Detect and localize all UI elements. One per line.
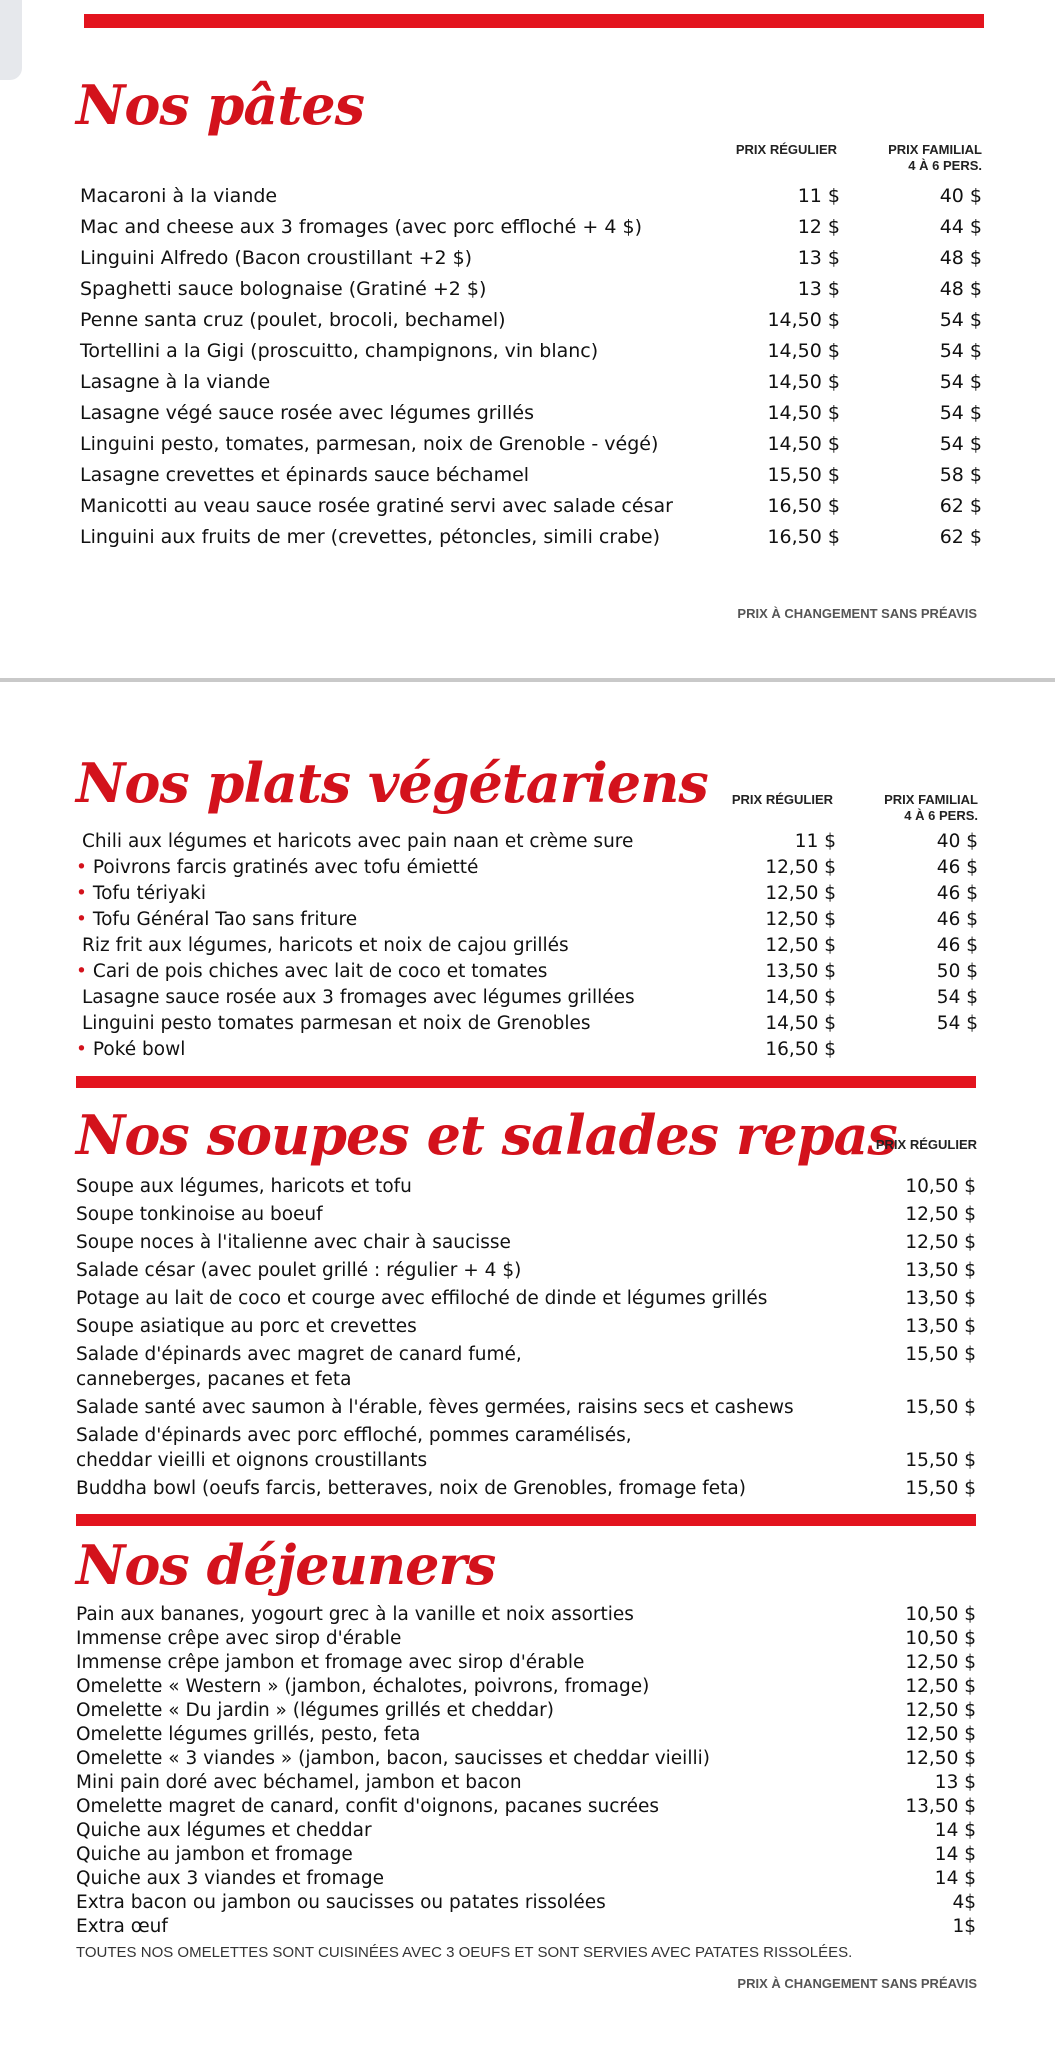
item-name: Poivrons farcis gratinés avec tofu émietté [92,857,479,878]
omelette-footnote: TOUTES NOS OMELETTES SONT CUISINÉES AVEC 3 OEUFS ET SONT SERVIES AVEC PATATES RISSOLÉES. [76,1944,853,1961]
price-regular: 14,50 $ [767,309,840,331]
price-family: 46 $ [936,883,978,904]
col-regular-header: PRIX RÉGULIER [735,142,837,157]
price-family: 54 $ [939,433,982,455]
price-regular: 13,50 $ [905,1316,976,1337]
item-name: Riz frit aux légumes, haricots et noix de cajou grillés [82,935,569,956]
item-name: Omelette magret de canard, confit d'oignons, pacanes sucrées [76,1796,659,1817]
item-name: Mac and cheese aux 3 fromages (avec porc effloché + 4 $) [80,216,642,238]
price-regular: 12,50 $ [905,1724,976,1745]
col-regular-header: PRIX RÉGULIER [875,1137,977,1152]
col-family-header [884,792,978,824]
item-name: Linguini pesto, tomates, parmesan, noix de Grenoble - végé) [80,433,659,455]
price-regular: 12,50 $ [905,1232,976,1253]
price-family: 58 $ [939,464,982,486]
price-regular: 13,50 $ [765,961,836,982]
col-family-label: PRIX FAMILIAL [884,792,978,807]
price-regular: 14,50 $ [765,987,836,1008]
price-regular: 4$ [952,1892,976,1913]
price-regular: 12,50 $ [765,935,836,956]
price-family: 48 $ [939,247,982,269]
price-family: 44 $ [939,216,982,238]
price-family: 48 $ [939,278,982,300]
price-regular: 14,50 $ [767,402,840,424]
item-name: Omelette « Western » (jambon, échalotes, poivrons, fromage) [76,1676,650,1697]
price-regular: 13 $ [934,1772,976,1793]
item-name: Buddha bowl (oeufs farcis, betteraves, noix de Grenobles, fromage feta) [76,1478,746,1499]
price-family: 50 $ [936,961,978,982]
price-regular: 12,50 $ [905,1204,976,1225]
item-name: Quiche au jambon et fromage [76,1844,353,1865]
price-family: 62 $ [939,495,982,517]
item-name: Quiche aux légumes et cheddar [76,1820,372,1841]
price-regular: 13 $ [797,247,840,269]
item-name: Extra œuf [76,1916,168,1937]
price-family: 54 $ [939,402,982,424]
price-regular: 13,50 $ [905,1796,976,1817]
item-name: Omelette « Du jardin » (légumes grillés et cheddar) [76,1700,554,1721]
col-family-sub: 4 À 6 PERS. [908,158,982,173]
price-regular: 15,50 $ [905,1344,976,1365]
window-corner [0,0,22,80]
bullet-icon: • [76,909,87,930]
price-regular: 12 $ [797,216,840,238]
price-change-notice: PRIX À CHANGEMENT SANS PRÉAVIS [737,606,977,621]
price-regular: 13,50 $ [905,1260,976,1281]
price-regular: 16,50 $ [767,526,840,548]
bullet-icon: • [76,857,87,878]
section-red-bar [76,1076,976,1088]
section-red-bar [76,1514,976,1526]
price-regular: 12,50 $ [905,1652,976,1673]
section-title-pates: Nos pâtes [76,73,365,137]
bullet-icon: • [76,961,87,982]
price-family: 54 $ [936,987,978,1008]
price-family: 62 $ [939,526,982,548]
bullet-icon: • [76,883,87,904]
item-name: Tofu Général Tao sans friture [92,909,358,930]
section-title-vege: Nos plats végétariens [76,751,708,815]
item-name-line2: canneberges, pacanes et feta [76,1369,352,1390]
item-name: Immense crêpe avec sirop d'érable [76,1628,402,1649]
item-name: Poké bowl [92,1039,186,1060]
price-regular: 12,50 $ [765,909,836,930]
item-name: Quiche aux 3 viandes et fromage [76,1868,384,1889]
item-name: Immense crêpe jambon et fromage avec sirop d'érable [76,1652,585,1673]
col-regular-header: PRIX RÉGULIER [731,792,833,807]
price-family: 46 $ [936,857,978,878]
price-change-notice: PRIX À CHANGEMENT SANS PRÉAVIS [737,1976,977,1991]
item-name: Tortellini a la Gigi (proscuitto, champignons, vin blanc) [80,340,599,362]
item-name: Soupe tonkinoise au boeuf [76,1204,323,1225]
item-name: Lasagne végé sauce rosée avec légumes grillés [80,402,534,424]
price-regular: 14 $ [934,1820,976,1841]
price-regular: 14 $ [934,1868,976,1889]
item-name: Soupe aux légumes, haricots et tofu [76,1176,412,1197]
price-regular: 12,50 $ [905,1748,976,1769]
price-regular: 13 $ [797,278,840,300]
price-regular: 14,50 $ [767,433,840,455]
item-name: Salade santé avec saumon à l'érable, fèves germées, raisins secs et cashews [76,1397,794,1418]
item-name: Salade d'épinards avec porc effloché, pommes caramélisés, [76,1425,632,1446]
item-name: Lasagne crevettes et épinards sauce béchamel [80,464,530,486]
price-regular: 12,50 $ [905,1676,976,1697]
item-name: Cari de pois chiches avec lait de coco et tomates [92,961,548,982]
price-regular: 15,50 $ [905,1397,976,1418]
item-name: Linguini Alfredo (Bacon croustillant +2 $) [80,247,473,269]
item-name-line2: cheddar vieilli et oignons croustillants [76,1450,428,1471]
price-regular: 16,50 $ [765,1039,836,1060]
price-family: 54 $ [939,309,982,331]
price-family: 46 $ [936,935,978,956]
item-name: Soupe noces à l'italienne avec chair à saucisse [76,1232,511,1253]
price-regular: 1$ [952,1916,976,1937]
item-name: Linguini aux fruits de mer (crevettes, pétoncles, simili crabe) [80,526,660,548]
item-name: Linguini pesto tomates parmesan et noix de Grenobles [82,1013,591,1034]
price-regular: 12,50 $ [765,883,836,904]
item-name: Soupe asiatique au porc et crevettes [76,1316,417,1337]
price-regular: 16,50 $ [767,495,840,517]
price-family: 40 $ [936,831,978,852]
bullet-icon: • [76,1039,87,1060]
price-regular: 11 $ [794,831,836,852]
price-regular: 10,50 $ [905,1604,976,1625]
item-name: Tofu tériyaki [92,883,207,904]
item-name: Salade césar (avec poulet grillé : régulier + 4 $) [76,1260,522,1281]
top-red-bar [84,14,984,28]
item-name: Extra bacon ou jambon ou saucisses ou patates rissolées [76,1892,606,1913]
price-family: 54 $ [936,1013,978,1034]
price-regular: 10,50 $ [905,1176,976,1197]
item-name: Macaroni à la viande [80,185,278,207]
section-title-soupes: Nos soupes et salades repas [76,1103,897,1167]
price-regular: 14,50 $ [767,340,840,362]
price-regular: 14,50 $ [767,371,840,393]
price-family: 46 $ [936,909,978,930]
col-family-label: PRIX FAMILIAL [888,142,982,157]
item-name: Manicotti au veau sauce rosée gratiné servi avec salade césar [80,495,673,517]
price-regular: 11 $ [797,185,840,207]
item-name: Salade d'épinards avec magret de canard fumé, [76,1344,522,1365]
col-family-sub: 4 À 6 PERS. [904,808,978,823]
item-name: Lasagne à la viande [80,371,271,393]
section-title-dejeuners: Nos déjeuners [76,1533,496,1597]
item-name: Penne santa cruz (poulet, brocoli, bechamel) [80,309,506,331]
item-name: Potage au lait de coco et courge avec effiloché de dinde et légumes grillés [76,1288,768,1309]
price-family: 54 $ [939,340,982,362]
price-regular: 15,50 $ [905,1450,976,1471]
price-regular: 10,50 $ [905,1628,976,1649]
item-name: Omelette légumes grillés, pesto, feta [76,1724,421,1745]
price-regular: 14 $ [934,1844,976,1865]
price-family: 40 $ [939,185,982,207]
price-regular: 15,50 $ [767,464,840,486]
price-regular: 12,50 $ [765,857,836,878]
item-name: Omelette « 3 viandes » (jambon, bacon, saucisses et cheddar vieilli) [76,1748,710,1769]
item-name: Lasagne sauce rosée aux 3 fromages avec légumes grillées [82,987,635,1008]
item-name: Chili aux légumes et haricots avec pain naan et crème sure [82,831,634,852]
item-name: Mini pain doré avec béchamel, jambon et bacon [76,1772,522,1793]
price-regular: 14,50 $ [765,1013,836,1034]
price-regular: 15,50 $ [905,1478,976,1499]
price-regular: 12,50 $ [905,1700,976,1721]
item-name: Pain aux bananes, yogourt grec à la vanille et noix assorties [76,1604,634,1625]
price-regular: 13,50 $ [905,1288,976,1309]
item-name: Spaghetti sauce bolognaise (Gratiné +2 $) [80,278,487,300]
col-family-header [888,142,982,174]
price-family: 54 $ [939,371,982,393]
page-divider [0,678,1055,682]
